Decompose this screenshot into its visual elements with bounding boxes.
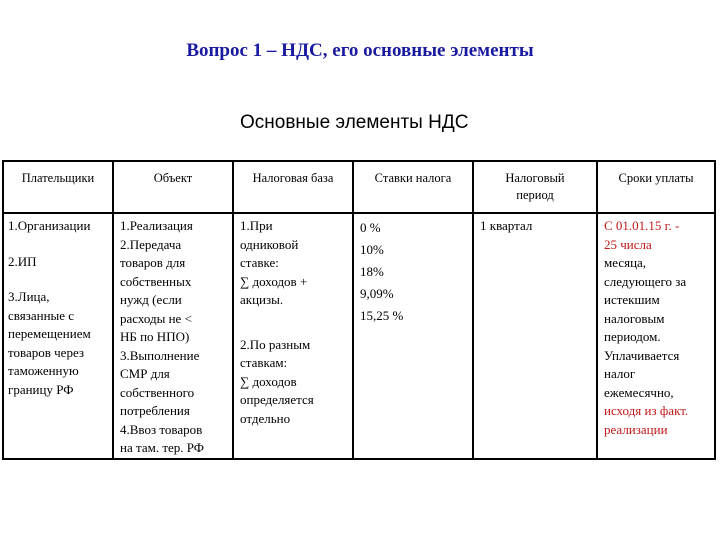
- rate-value: 9,09%: [360, 286, 394, 301]
- table-row: [3, 213, 715, 459]
- cell-object: 1.Реализация 2.Передача товаров для собственных нужд (если расходы не < НБ по НПО) 3.Выполнение СМР для собственного потребления 4.Ввоз товаров на там. тер. РФ: [113, 213, 233, 459]
- header-object: Объект: [113, 161, 233, 213]
- header-rates: Ставки налога: [353, 161, 473, 213]
- title-text: Вопрос 1 – НДС, его основные элементы: [186, 40, 534, 61]
- cell-deadlines: С 01.01.15 г. - 25 числа месяца, следующего за истекшим налоговым периодом. Уплачивается налог ежемесячно, исходя из факт. реализации: [597, 213, 715, 459]
- cell-tax-base: 1.При одниковой ставке: ∑ доходов + акцизы. 2.По разным ставкам: ∑ доходов определяется отдельно: [233, 213, 353, 459]
- rate-value: 15,25 %: [360, 308, 404, 323]
- header-period-line1: Налоговый: [505, 171, 565, 185]
- page-title: [0, 40, 720, 62]
- header-tax-base: Налоговая база: [233, 161, 353, 213]
- cell-period: 1 квартал: [473, 213, 597, 459]
- header-deadlines: Сроки уплаты: [597, 161, 715, 213]
- payer-item: 1.Организации: [8, 218, 91, 233]
- vat-elements-table: [2, 160, 716, 460]
- cell-rates: [353, 213, 473, 459]
- rate-value: 10%: [360, 242, 384, 257]
- payer-item: 2.ИП: [8, 253, 37, 269]
- table-header-row: [3, 161, 715, 213]
- cell-payers: 1.Организации 2.ИП 3.Лица, связанные с перемещением товаров через таможенную границу РФ: [3, 213, 113, 459]
- table-heading: Основные элементы НДС: [240, 112, 469, 133]
- header-period: [473, 161, 597, 213]
- rate-value: 18%: [360, 264, 384, 279]
- payer-item: 3.Лица,: [8, 289, 50, 304]
- header-payers: Плательщики: [3, 161, 113, 213]
- rate-value: 0 %: [360, 220, 381, 235]
- header-period-line2: период: [516, 188, 554, 202]
